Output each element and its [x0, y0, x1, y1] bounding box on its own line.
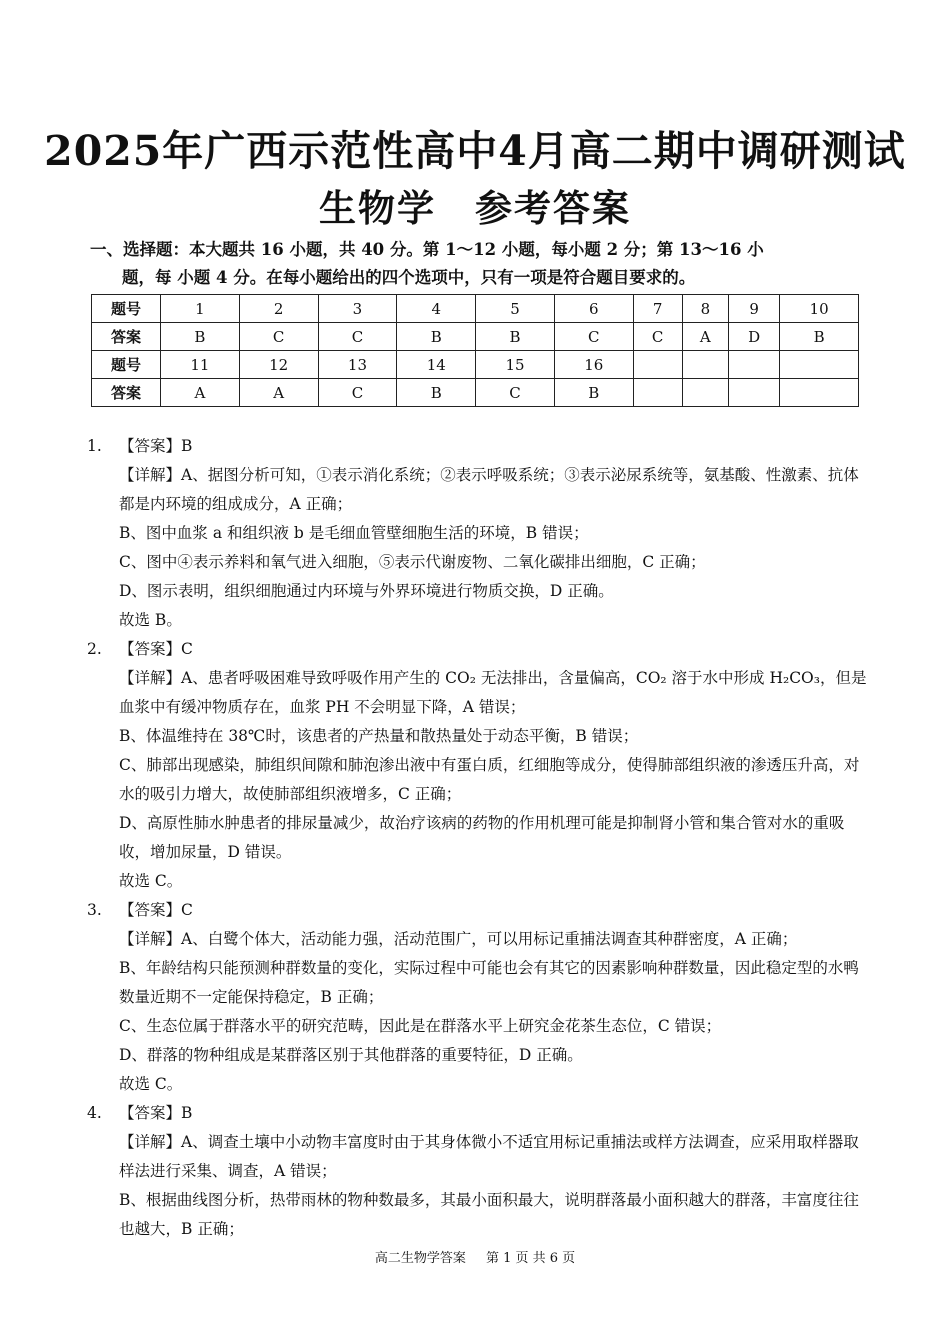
- question-header: [87, 432, 867, 461]
- table-cell-question: 15: [476, 351, 555, 379]
- table-cell-answer: A: [682, 323, 728, 351]
- answer-table: [91, 294, 859, 407]
- table-cell-answer: C: [633, 323, 682, 351]
- explanation-line: 【详解】A、据图分析可知，①表示消化系统；②表示呼吸系统；③表示泌尿系统等，氨基酸、性激素、抗体都是内环境的组成成分，A 正确；: [119, 466, 859, 513]
- table-cell-answer: C: [318, 323, 397, 351]
- question-block: [87, 432, 867, 635]
- table-cell-question: 6: [554, 295, 633, 323]
- table-cell-question: 8: [682, 295, 728, 323]
- question-number: 3.: [87, 901, 102, 919]
- explanation-line: C、图中④表示养料和氧气进入细胞，⑤表示代谢废物、二氧化碳排出细胞，C 正确；: [119, 553, 706, 571]
- table-cell-answer: C: [476, 379, 555, 407]
- table-cell-question: 2: [239, 295, 318, 323]
- page-footer: [0, 1247, 950, 1266]
- table-cell-question: 9: [729, 295, 780, 323]
- table-row-question-numbers: [92, 351, 859, 379]
- table-cell-answer: B: [161, 323, 240, 351]
- table-cell-question: 4: [397, 295, 476, 323]
- explanation-line: 【详解】A、调查土壤中小动物丰富度时由于其身体微小不适宜用标记重捕法或样方法调查，应采用取样器取样法进行采集、调查，A 错误；: [119, 1133, 859, 1180]
- explanation-line: B、根据曲线图分析，热带雨林的物种数最多，其最小面积最大，说明群落最小面积越大的群落，丰富度往往也越大，B 正确；: [119, 1191, 859, 1238]
- explanation-line: 【详解】A、患者呼吸困难导致呼吸作用产生的 CO₂ 无法排出，含量偏高，CO₂ 溶于水中形成 H₂CO₃，但是血浆中有缓冲物质存在，血浆 PH 不会明显下降，A 错误；: [119, 669, 867, 716]
- answer-explanations: [87, 432, 867, 1244]
- table-cell-answer: D: [729, 323, 780, 351]
- table-cell-answer: C: [318, 379, 397, 407]
- explanation-line: B、体温维持在 38℃时，该患者的产热量和散热量处于动态平衡，B 错误；: [119, 727, 639, 745]
- question-header: [87, 1099, 867, 1128]
- explanation-line: B、年龄结构只能预测种群数量的变化，实际过程中可能也会有其它的因素影响种群数量，因此稳定型的水鸭数量近期不一定能保持稳定，B 正确；: [119, 959, 859, 1006]
- explanation-line: C、生态位属于群落水平的研究范畴，因此是在群落水平上研究金花茶生态位，C 错误；: [119, 1017, 722, 1035]
- explanation-line: B、图中血浆 a 和组织液 b 是毛细血管壁细胞生活的环境，B 错误；: [119, 524, 589, 542]
- explanation-line: 故选 B。: [119, 611, 182, 629]
- table-cell-answer: B: [397, 379, 476, 407]
- table-row-label: 答案: [92, 323, 161, 351]
- table-cell-answer: [780, 379, 859, 407]
- table-row-label: 答案: [92, 379, 161, 407]
- table-cell-answer: [729, 379, 780, 407]
- table-cell-answer: B: [554, 379, 633, 407]
- table-cell-question: [682, 351, 728, 379]
- question-answer: 【答案】C: [119, 901, 193, 919]
- table-cell-answer: A: [161, 379, 240, 407]
- table-cell-question: 3: [318, 295, 397, 323]
- table-row-label: 题号: [92, 295, 161, 323]
- table-cell-answer: B: [780, 323, 859, 351]
- table-row-answers: [92, 379, 859, 407]
- explanation-line: D、图示表明，组织细胞通过内环境与外界环境进行物质交换，D 正确。: [119, 582, 614, 600]
- table-cell-question: 16: [554, 351, 633, 379]
- footer-page-number: 第 1 页 共 6 页: [485, 1251, 576, 1266]
- table-cell-question: [780, 351, 859, 379]
- table-cell-answer: B: [397, 323, 476, 351]
- table-cell-answer: [633, 379, 682, 407]
- question-answer: 【答案】C: [119, 640, 193, 658]
- explanation-line: D、群落的物种组成是某群落区别于其他群落的重要特征，D 正确。: [119, 1046, 583, 1064]
- table-cell-question: 13: [318, 351, 397, 379]
- table-cell-answer: B: [476, 323, 555, 351]
- document-subtitle: 生物学 参考答案: [319, 186, 631, 230]
- table-cell-question: 5: [476, 295, 555, 323]
- explanation-line: 故选 C。: [119, 872, 183, 890]
- footer-subject: 高二生物学答案: [374, 1251, 466, 1266]
- table-cell-answer: C: [554, 323, 633, 351]
- table-cell-question: 14: [397, 351, 476, 379]
- explanation-line: 故选 C。: [119, 1075, 183, 1093]
- question-header: [87, 896, 867, 925]
- question-number: 4.: [87, 1104, 102, 1122]
- explanation-line: D、高原性肺水肿患者的排尿量减少，故治疗该病的药物的作用机理可能是抑制肾小管和集合管对水的重吸收，增加尿量，D 错误。: [119, 814, 845, 861]
- table-cell-question: 10: [780, 295, 859, 323]
- question-header: [87, 635, 867, 664]
- question-answer: 【答案】B: [119, 1104, 193, 1122]
- question-block: [87, 635, 867, 896]
- table-row-answers: [92, 323, 859, 351]
- table-cell-answer: [682, 379, 728, 407]
- question-block: [87, 896, 867, 1099]
- table-cell-question: [729, 351, 780, 379]
- table-cell-question: [633, 351, 682, 379]
- table-row-label: 题号: [92, 351, 161, 379]
- question-block: [87, 1099, 867, 1244]
- table-cell-question: 11: [161, 351, 240, 379]
- explanation-line: C、肺部出现感染，肺组织间隙和肺泡渗出液中有蛋白质，红细胞等成分，使得肺部组织液的渗透压升高，对水的吸引力增大，故使肺部组织液增多，C 正确；: [119, 756, 860, 803]
- instructions-line-2: 题，每 小题 4 分。在每小题给出的四个选项中，只有一项是符合题目要求的。: [122, 268, 696, 287]
- instructions-line-1: 一、选择题：本大题共 16 小题，共 40 分。第 1～12 小题，每小题 2 分；第 13～16 小: [90, 240, 764, 259]
- document-title: 2025年广西示范性高中4月高二期中调研测试: [44, 127, 906, 175]
- question-answer: 【答案】B: [119, 437, 193, 455]
- table-cell-question: 12: [239, 351, 318, 379]
- question-number: 1.: [87, 437, 102, 455]
- section-instructions: [90, 236, 865, 292]
- explanation-line: 【详解】A、白鹭个体大，活动能力强，活动范围广，可以用标记重捕法调查其种群密度，A 正确；: [119, 930, 798, 948]
- table-cell-answer: A: [239, 379, 318, 407]
- table-cell-question: 1: [161, 295, 240, 323]
- table-cell-question: 7: [633, 295, 682, 323]
- table-cell-answer: C: [239, 323, 318, 351]
- table-row-question-numbers: [92, 295, 859, 323]
- question-number: 2.: [87, 640, 102, 658]
